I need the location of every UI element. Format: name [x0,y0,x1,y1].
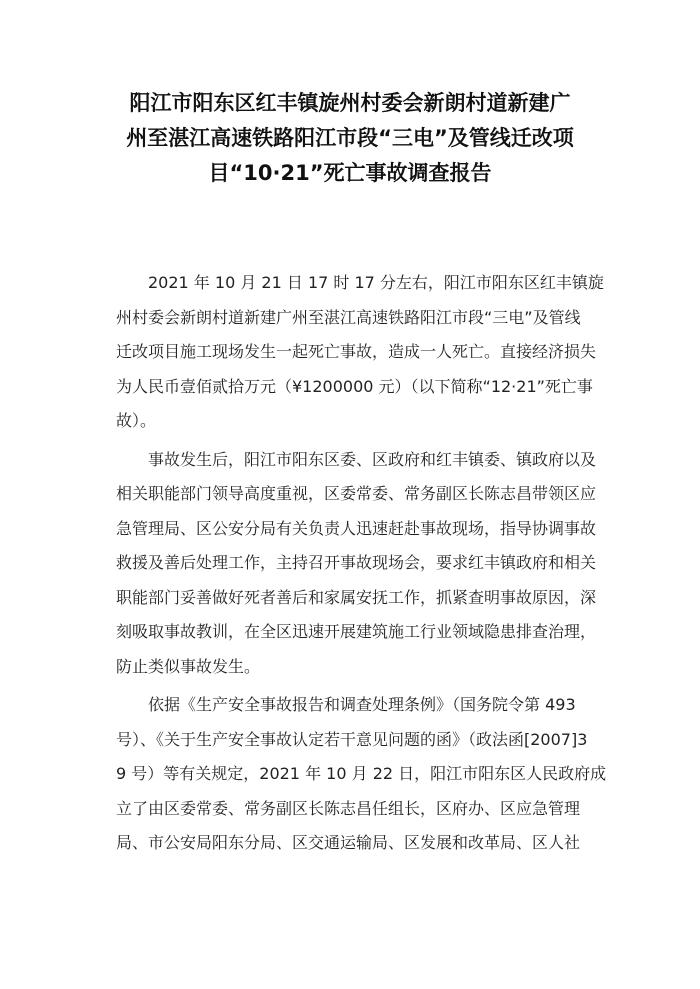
paragraph-line: 依据《生产安全事故报告和调查处理条例》（国务院令第 493 [148,695,576,714]
paragraph-response [116,443,596,685]
paragraph-line: 为人民币壹佰贰拾万元（¥1200000 元）（以下简称“12·21”死亡事 [116,376,593,396]
paragraph-incident-summary [116,266,604,439]
paragraph-line: 刻吸取事故教训，在全区迅速开展建筑施工行业领域隐患排查治理， [116,622,597,641]
paragraph-line: 事故发生后，阳江市阳东区委、区政府和红丰镇委、镇政府以及 [148,449,597,469]
paragraph-line: 立了由区委常委、常务副区长陈志昌任组长，区府办、区应急管理 [116,798,581,818]
paragraph-line: 相关职能部门领导高度重视，区委常委、常务副区长陈志昌带领区应 [116,484,597,503]
paragraph-line: 州村委会新朗村道新建广州至湛江高速铁路阳江市段“三电”及管线 [116,307,581,327]
document-title [100,86,600,191]
paragraph-line: 故）。 [116,411,157,430]
paragraph-line: 号）、《关于生产安全事故认定若干意见问题的函》（政法函[2007]3 [116,729,588,749]
title-line: 目“10·21”死亡事故调查报告 [208,161,492,185]
paragraph-line: 职能部门妥善做好死者善后和家属安抚工作，抓紧查明事故原因，深 [116,587,597,607]
document-body [116,266,607,861]
paragraph-line: 防止类似事故发生。 [116,656,261,676]
paragraph-line: 9 号）等有关规定，2021 年 10 月 22 日，阳江市阳东区人民政府成 [116,764,607,783]
paragraph-line: 救援及善后处理工作，主持召开事故现场会，要求红丰镇政府和相关 [116,553,597,572]
paragraph-line: 迁改项目施工现场发生一起死亡事故，造成一人死亡。直接经济损失 [116,342,597,361]
paragraph-line: 2021 年 10 月 21 日 17 时 17 分左右，阳江市阳东区红丰镇旋 [148,273,604,292]
paragraph-line: 急管理局、区公安分局有关负责人迅速赶赴事故现场，指导协调事故 [116,518,597,538]
paragraph-investigation-basis [116,688,607,861]
paragraph-line: 局、市公安局阳东分局、区交通运输局、区发展和改革局、区人社 [116,833,581,852]
title-line: 阳江市阳东区红丰镇旋州村委会新朗村道新建广 [129,91,571,115]
title-line: 州至湛江高速铁路阳江市段“三电”及管线迁改项 [126,126,574,150]
